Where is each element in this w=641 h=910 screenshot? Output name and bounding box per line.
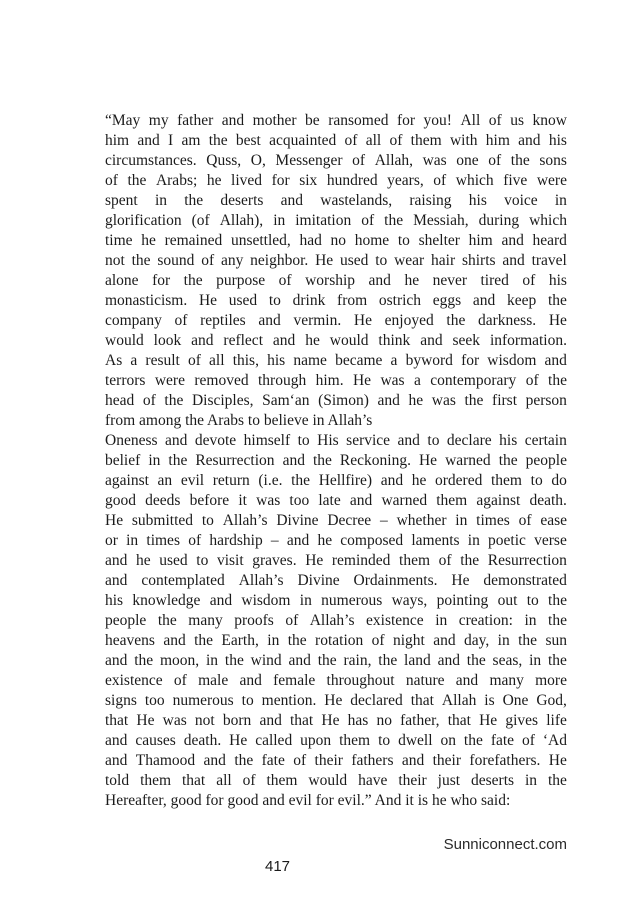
text-line: and Thamood and the fate of their fathers and their forefathers. He — [105, 752, 567, 769]
text-line: glorification (of Allah), in imitation of the Messiah, during which — [105, 212, 567, 229]
text-line: and causes death. He called upon them to dwell on the fate of ‘Ad — [105, 732, 567, 749]
text-line: spent in the deserts and wastelands, raising his voice in — [105, 192, 567, 209]
page-number: 417 — [264, 858, 291, 875]
text-line: Oneness and devote himself to His service and to declare his certain — [105, 432, 567, 449]
body-text — [105, 111, 567, 811]
text-line: and he used to visit graves. He reminded them of the Resurrection — [105, 552, 567, 569]
text-line: and contemplated Allah’s Divine Ordainments. He demonstrated — [105, 572, 567, 589]
text-line: him and I am the best acquainted of all of them with him and his — [105, 132, 567, 149]
text-line: and the moon, in the wind and the rain, the land and the seas, in the — [105, 652, 567, 669]
text-line: his knowledge and wisdom in numerous ways, pointing out to the — [105, 592, 567, 609]
text-line: signs too numerous to mention. He declared that Allah is One God, — [105, 692, 567, 709]
text-line: company of reptiles and vermin. He enjoyed the darkness. He — [105, 312, 567, 329]
text-line: against an evil return (i.e. the Hellfire) and he ordered them to do — [105, 472, 567, 489]
text-line: terrors were removed through him. He was a contemporary of the — [105, 372, 567, 389]
text-line: alone for the purpose of worship and he never tired of his — [105, 272, 567, 289]
text-line: circumstances. Quss, O, Messenger of Allah, was one of the sons — [105, 152, 567, 169]
text-line: good deeds before it was too late and warned them against death. — [105, 492, 567, 509]
text-line: told them that all of them would have their just deserts in the — [105, 772, 567, 789]
website-footer: Sunniconnect.com — [443, 836, 567, 853]
text-line: would look and reflect and he would think and seek information. — [105, 332, 567, 349]
text-line: belief in the Resurrection and the Reckoning. He warned the people — [105, 452, 567, 469]
text-line: heavens and the Earth, in the rotation of night and day, in the sun — [105, 632, 567, 649]
text-line: head of the Disciples, Sam‘an (Simon) and he was the first person — [105, 392, 567, 409]
text-line: not the sound of any neighbor. He used to wear hair shirts and travel — [105, 252, 567, 269]
text-line: that He was not born and that He has no father, that He gives life — [105, 712, 567, 729]
text-line: of the Arabs; he lived for six hundred years, of which five were — [105, 172, 567, 189]
text-line: time he remained unsettled, had no home to shelter him and heard — [105, 232, 567, 249]
text-line: Hereafter, good for good and evil for evil.” And it is he who said: — [105, 792, 511, 809]
text-line: people the many proofs of Allah’s existence in creation: in the — [105, 612, 567, 629]
text-line: from among the Arabs to believe in Allah’s — [105, 412, 373, 429]
text-line: As a result of all this, his name became a byword for wisdom and — [105, 352, 567, 369]
text-line: monasticism. He used to drink from ostrich eggs and keep the — [105, 292, 567, 309]
text-line: existence of male and female throughout nature and many more — [105, 672, 567, 689]
text-line: He submitted to Allah’s Divine Decree – whether in times of ease — [105, 512, 567, 529]
text-line: “May my father and mother be ransomed for you! All of us know — [105, 112, 567, 129]
text-line: or in times of hardship – and he composed laments in poetic verse — [105, 532, 567, 549]
